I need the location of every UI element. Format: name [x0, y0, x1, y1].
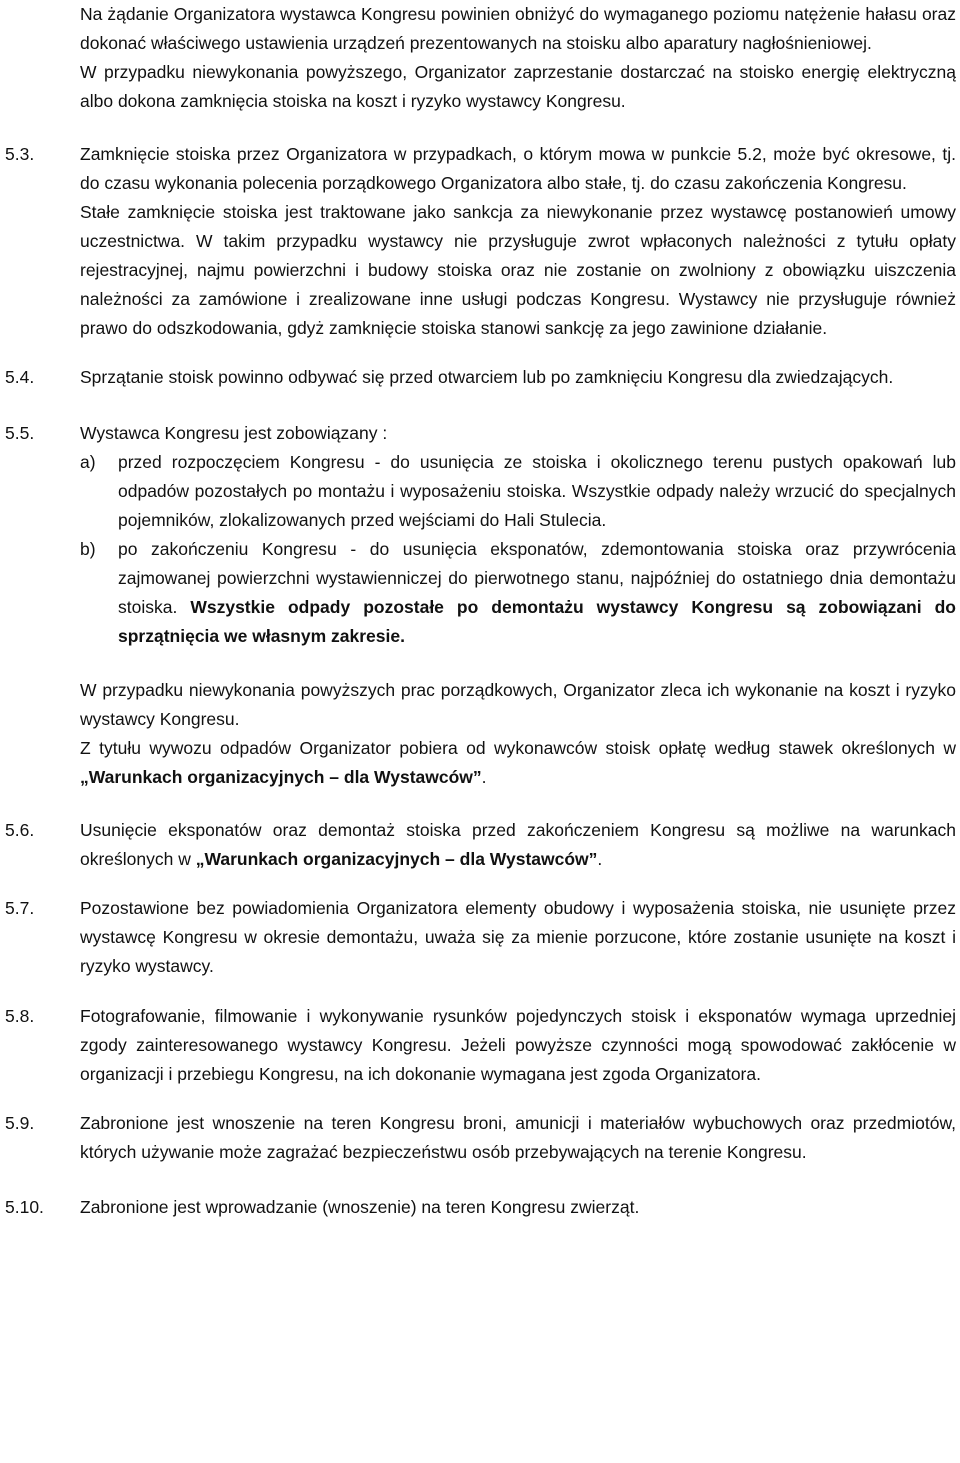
- section-number: 5.9.: [5, 1113, 35, 1133]
- section-5-10-text: Zabronione jest wprowadzanie (wnoszenie) na teren Kongresu zwierząt.: [80, 1197, 640, 1217]
- section-5-6: [0, 816, 960, 874]
- section-5-5-lead: Wystawca Kongresu jest zobowiązany :: [80, 423, 388, 443]
- list-item-b-plain: po zakończeniu Kongresu - do usunięcia eksponatów, zdemontowania stoiska oraz przywrócenia zajmowanej powierzchni wystawienniczej do pierwotnego stanu, najpóźniej do ostatniego dnia demontażu stoiska.: [118, 539, 956, 617]
- section-5-3-paragraph-1: Zamknięcie stoiska przez Organizatora w przypadkach, o którym mowa w punkcie 5.2, może być okresowe, tj. do czasu wykonania polecenia porządkowego Organizatora albo stałe, tj. do czasu zakończenia Kongresu.: [80, 144, 956, 193]
- section-5-8: [0, 1002, 960, 1089]
- intro-paragraph-2: W przypadku niewykonania powyższego, Organizator zaprzestanie dostarczać na stoisko energię elektryczną albo dokona zamknięcia stoiska na koszt i ryzyko wystawcy Kongresu.: [80, 62, 956, 111]
- p2-bold-reference: „Warunkach organizacyjnych – dla Wystawców”: [80, 767, 482, 787]
- list-marker: a): [80, 452, 96, 472]
- section-number: 5.8.: [5, 1006, 35, 1026]
- section-5-8-text: Fotografowanie, filmowanie i wykonywanie rysunków pojedynczych stoisk i eksponatów wymaga uprzedniej zgody zainteresowanego wystawcy Kongresu. Jeżeli powyższe czynności mogą spowodować zakłócenie w organizacji i przebiegu Kongresu, na ich dokonanie wymagana jest zgoda Organizatora.: [80, 1006, 956, 1084]
- section-5-3: [0, 140, 960, 343]
- s56-bold-reference: „Warunkach organizacyjnych – dla Wystawców”: [195, 849, 598, 869]
- section-5-7: [0, 894, 960, 981]
- section-number: 5.5.: [5, 423, 35, 443]
- section-5-5-paragraph-1: W przypadku niewykonania powyższych prac porządkowych, Organizator zleca ich wykonanie na koszt i ryzyko wystawcy Kongresu.: [80, 680, 956, 729]
- p2-end: .: [481, 767, 487, 787]
- list-item-b-text: [118, 535, 956, 651]
- p2-plain: Z tytułu wywozu odpadów Organizator pobiera od wykonawców stoisk opłatę według stawek określonych w: [80, 738, 956, 758]
- section-5-6-text: [80, 816, 956, 874]
- section-5-9-text: Zabronione jest wnoszenie na teren Kongresu broni, amunicji i materiałów wybuchowych oraz przedmiotów, których używanie może zagrażać bezpieczeństwu osób przebywających na terenie Kongresu.: [80, 1113, 956, 1162]
- list-marker: b): [80, 539, 96, 559]
- section-number: 5.3.: [5, 144, 35, 164]
- list-item-a-text: przed rozpoczęciem Kongresu - do usunięcia ze stoiska i okolicznego terenu pustych opakowań lub odpadów pozostałych po montażu i wyposażeniu stoiska. Wszystkie odpady należy wrzucić do specjalnych pojemników, zlokalizowanych przed wejściami do Hali Stulecia.: [118, 452, 956, 530]
- intro-block: [0, 0, 960, 116]
- section-5-4: [0, 363, 960, 392]
- section-5-10: [0, 1193, 960, 1222]
- list-item-b: [80, 535, 956, 651]
- s56-end: .: [597, 849, 603, 869]
- section-number: 5.6.: [5, 820, 35, 840]
- section-number: 5.7.: [5, 898, 35, 918]
- section-5-3-paragraph-2: Stałe zamknięcie stoiska jest traktowane jako sankcja za niewykonanie przez wystawcę postanowień umowy uczestnictwa. W takim przypadku wystawcy nie przysługuje zwrot wpłaconych należności z tytułu opłaty rejestracyjnej, najmu powierzchni i budowy stoiska oraz nie zostanie on zwolniony z obowiązku uiszczenia należności za zamówione i zrealizowane inne usługi podczas Kongresu. Wystawcy nie przysługuje również prawo do odszkodowania, gdyż zamknięcie stoiska stanowi sankcję za jego zawinione działanie.: [80, 202, 956, 338]
- intro-paragraph-1: Na żądanie Organizatora wystawca Kongresu powinien obniżyć do wymaganego poziomu natężenie hałasu oraz dokonać właściwego ustawienia urządzeń prezentowanych na stoisku albo aparatury nagłośnieniowej.: [80, 4, 956, 53]
- section-5-9: [0, 1109, 960, 1167]
- section-number: 5.10.: [5, 1197, 44, 1217]
- list-item-a: [80, 448, 956, 535]
- list-item-b-bold: Wszystkie odpady pozostałe po demontażu wystawcy Kongresu są zobowiązani do sprzątnięcia we własnym zakresie.: [118, 597, 956, 646]
- section-5-7-text: Pozostawione bez powiadomienia Organizatora elementy obudowy i wyposażenia stoiska, nie usunięte przez wystawcę Kongresu w okresie demontażu, uważa się za mienie porzucone, które zostanie usunięte na koszt i ryzyko wystawcy.: [80, 898, 956, 976]
- section-number: 5.4.: [5, 367, 35, 387]
- s56-plain: Usunięcie eksponatów oraz demontaż stoiska przed zakończeniem Kongresu są możliwe na warunkach określonych w: [80, 820, 956, 869]
- section-5-5-paragraph-2: [80, 734, 956, 792]
- section-5-4-text: Sprzątanie stoisk powinno odbywać się przed otwarciem lub po zamknięciu Kongresu dla zwiedzających.: [80, 367, 894, 387]
- section-5-5: [0, 419, 960, 792]
